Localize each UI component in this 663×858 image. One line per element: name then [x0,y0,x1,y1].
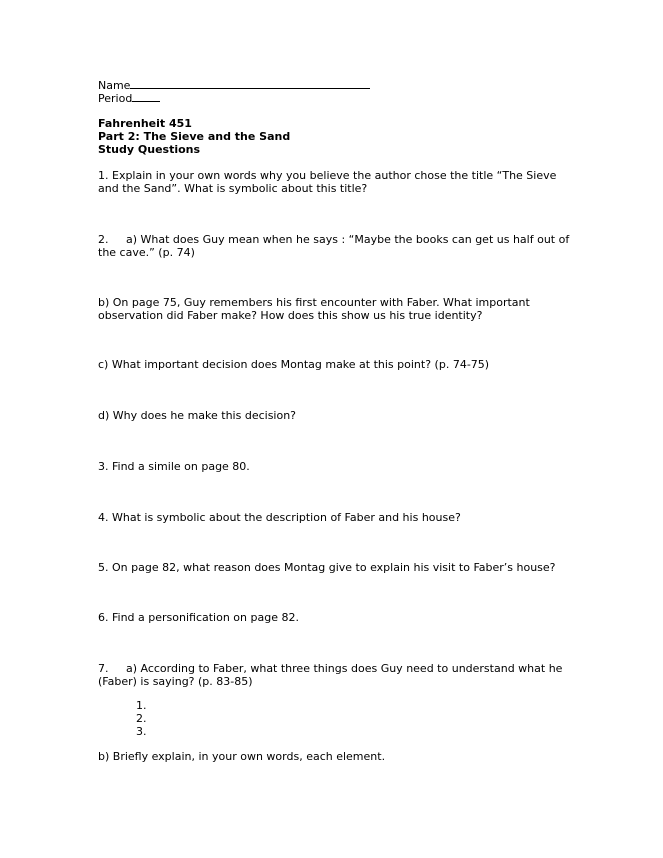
question-7-item-1: 1. [136,699,147,712]
name-blank-line [130,78,370,89]
question-1-line-2: and the Sand”. What is symbolic about this title? [98,182,368,195]
question-4: 4. What is symbolic about the description of Faber and his house? [98,511,461,524]
name-label: Name [98,79,131,92]
question-3: 3. Find a simile on page 80. [98,460,250,473]
question-7a-line-2: (Faber) is saying? (p. 83-85) [98,675,253,688]
question-2d: d) Why does he make this decision? [98,409,297,422]
period-blank-line [132,91,160,102]
period-field [98,91,160,105]
study-questions-heading: Study Questions [98,143,201,156]
question-2a-line-1: 2. a) What does Guy mean when he says : “Maybe the books can get us half out of [98,233,570,246]
question-6: 6. Find a personification on page 82. [98,611,299,624]
question-7-item-3: 3. [136,725,147,738]
part-title: Part 2: The Sieve and the Sand [98,130,291,143]
period-label: Period [98,92,133,105]
question-2c: c) What important decision does Montag make at this point? (p. 74-75) [98,358,490,371]
question-2b-line-1: b) On page 75, Guy remembers his first encounter with Faber. What important [98,296,530,309]
name-field [98,78,370,92]
question-7b: b) Briefly explain, in your own words, each element. [98,750,386,763]
question-5: 5. On page 82, what reason does Montag give to explain his visit to Faber’s house? [98,561,556,574]
question-7a-line-1: 7. a) According to Faber, what three things does Guy need to understand what he [98,662,563,675]
question-1-line-1: 1. Explain in your own words why you believe the author chose the title “The Sieve [98,169,557,182]
question-2a-line-2: the cave.” (p. 74) [98,246,195,259]
question-7-item-2: 2. [136,712,147,725]
book-title: Fahrenheit 451 [98,117,192,130]
question-2b-line-2: observation did Faber make? How does this show us his true identity? [98,309,483,322]
